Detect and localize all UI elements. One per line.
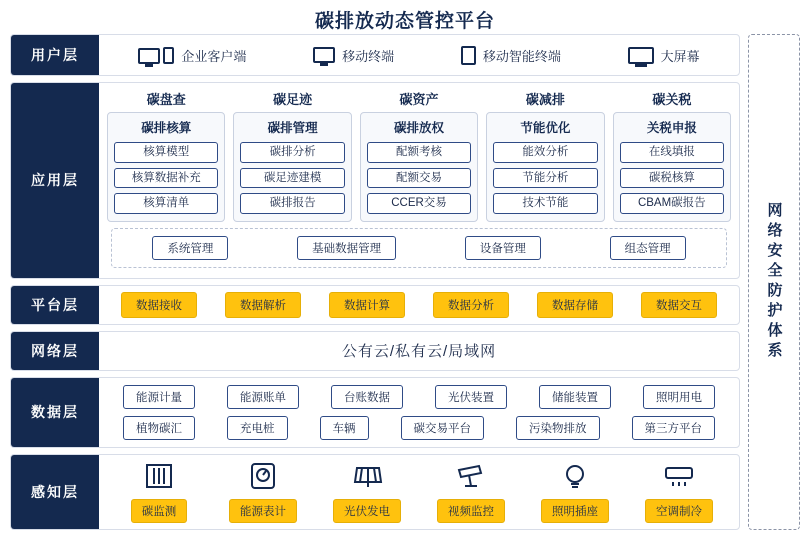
app-management-chip[interactable]: 设备管理 [465,236,541,260]
solar-panel-icon [351,459,383,493]
app-chip[interactable]: 核算模型 [114,142,218,163]
network-security-band [748,34,800,530]
layer-stack [10,34,740,530]
app-management-chip[interactable]: 组态管理 [610,236,686,260]
data-chip[interactable]: 碳交易平台 [401,416,485,440]
app-column-subtitle: 关税申报 [646,121,697,136]
sense-item-grid [107,459,731,523]
data-chip[interactable]: 储能装置 [539,385,611,409]
app-column-title: 碳盘查 [146,92,186,108]
data-chip[interactable]: 照明用电 [643,385,715,409]
data-chip[interactable]: 光伏装置 [435,385,507,409]
app-column-title: 碳关税 [652,92,692,108]
app-column-box [107,112,225,222]
tablet-icon [461,46,476,65]
app-column-carbon-footprint [233,89,351,222]
layer-network-body [99,332,739,370]
data-chip[interactable]: 植物碳汇 [123,416,195,440]
app-chip[interactable]: 节能分析 [493,168,597,189]
layer-network-label: 网络层 [11,332,99,370]
app-management-chip[interactable]: 基础数据管理 [297,236,396,260]
sense-chip[interactable]: 视频监控 [437,499,505,523]
app-column-title: 碳减排 [525,92,565,108]
app-chip[interactable]: 配额交易 [367,168,471,189]
app-column-subtitle: 碳排核算 [141,121,192,136]
platform-chip[interactable]: 数据解析 [225,292,301,318]
app-chip[interactable]: CCER交易 [367,193,471,214]
user-item-label: 企业客户端 [181,48,247,64]
carbon-monitor-icon [144,459,174,493]
layer-sense [10,454,740,530]
app-column-box [360,112,478,222]
sense-item-carbon-monitor[interactable] [111,459,207,523]
app-column-carbon-reduction [486,89,604,222]
data-chip[interactable]: 充电桩 [227,416,288,440]
sense-chip[interactable]: 能源表计 [229,499,297,523]
desktop-and-phone-icon [138,47,174,64]
app-column-carbon-tariff [613,89,731,222]
app-chip[interactable]: 技术节能 [493,193,597,214]
network-security-label: 网络安全防护体系 [765,202,783,362]
energy-meter-icon [248,459,278,493]
app-column-box [613,112,731,222]
layer-app [10,82,740,279]
big-screen-icon [628,47,654,64]
layer-user-body [99,35,739,75]
layer-platform-body [99,286,739,324]
user-item-mobile-terminal[interactable] [313,46,394,65]
app-column-box [233,112,351,222]
app-chip[interactable]: 在线填报 [620,142,724,163]
sense-item-solar-power[interactable] [319,459,415,523]
app-chip[interactable]: 核算数据补充 [114,168,218,189]
sense-chip[interactable]: 空调制冷 [645,499,713,523]
app-column-subtitle: 碳排管理 [267,121,318,136]
layer-network [10,331,740,371]
network-text: 公有云/私有云/局域网 [341,343,497,361]
app-chip[interactable]: 核算清单 [114,193,218,214]
app-column-carbon-inventory [107,89,225,222]
app-chip[interactable]: 能效分析 [493,142,597,163]
layer-user [10,34,740,76]
app-column-subtitle: 节能优化 [520,121,571,136]
app-chip[interactable]: 碳足迹建模 [240,168,344,189]
app-column-group [107,89,731,222]
app-chip[interactable]: 碳排报告 [240,193,344,214]
layer-app-label: 应用层 [11,83,99,278]
user-item-label: 移动终端 [342,48,395,64]
app-column-box [486,112,604,222]
laptop-icon [313,47,335,63]
layer-data-body [99,378,739,447]
layer-data-label: 数据层 [11,378,99,447]
layer-sense-label: 感知层 [11,455,99,529]
data-chip[interactable]: 第三方平台 [632,416,716,440]
data-chip[interactable]: 能源账单 [227,385,299,409]
app-management-group [111,228,727,268]
platform-chip[interactable]: 数据交互 [641,292,717,318]
sense-item-lighting-socket[interactable] [527,459,623,523]
data-chip[interactable]: 污染物排放 [516,416,600,440]
user-item-label: 大屏幕 [660,48,700,64]
data-chip[interactable]: 台账数据 [331,385,403,409]
user-item-label: 移动智能终端 [482,48,561,64]
app-chip[interactable]: 配额考核 [367,142,471,163]
app-chip[interactable]: CBAM碳报告 [620,193,724,214]
app-chip[interactable]: 碳排分析 [240,142,344,163]
air-conditioner-icon [663,459,695,493]
platform-chip[interactable]: 数据计算 [329,292,405,318]
layer-platform [10,285,740,325]
user-item-smart-terminal[interactable] [461,46,561,65]
app-management-chip[interactable]: 系统管理 [152,236,228,260]
platform-chip[interactable]: 数据分析 [433,292,509,318]
app-column-carbon-assets [360,89,478,222]
app-column-title: 碳资产 [399,92,439,108]
sense-item-air-conditioning[interactable] [631,459,727,523]
layer-data [10,377,740,448]
data-chip[interactable]: 能源计量 [123,385,195,409]
page-title: 碳排放动态管控平台 [314,11,495,32]
sense-chip[interactable]: 照明插座 [541,499,609,523]
app-column-title: 碳足迹 [273,92,313,108]
cctv-camera-icon [455,459,487,493]
sense-item-video-surveillance[interactable] [423,459,519,523]
data-row-1 [107,385,731,409]
platform-chip[interactable]: 数据存储 [537,292,613,318]
data-row-2 [107,416,731,440]
data-chip[interactable]: 车辆 [320,416,369,440]
layer-sense-body [99,455,739,529]
platform-chip[interactable]: 数据接收 [121,292,197,318]
user-item-big-screen[interactable] [628,46,700,65]
sense-chip[interactable]: 碳监测 [131,499,188,523]
sense-chip[interactable]: 光伏发电 [333,499,401,523]
light-bulb-icon [561,459,589,493]
layer-platform-label: 平台层 [11,286,99,324]
layer-app-body [99,83,739,278]
app-column-subtitle: 碳排放权 [394,121,445,136]
user-item-enterprise-client[interactable] [138,46,246,65]
layer-user-label: 用户层 [11,35,99,75]
sense-item-energy-meter[interactable] [215,459,311,523]
app-chip[interactable]: 碳税核算 [620,168,724,189]
